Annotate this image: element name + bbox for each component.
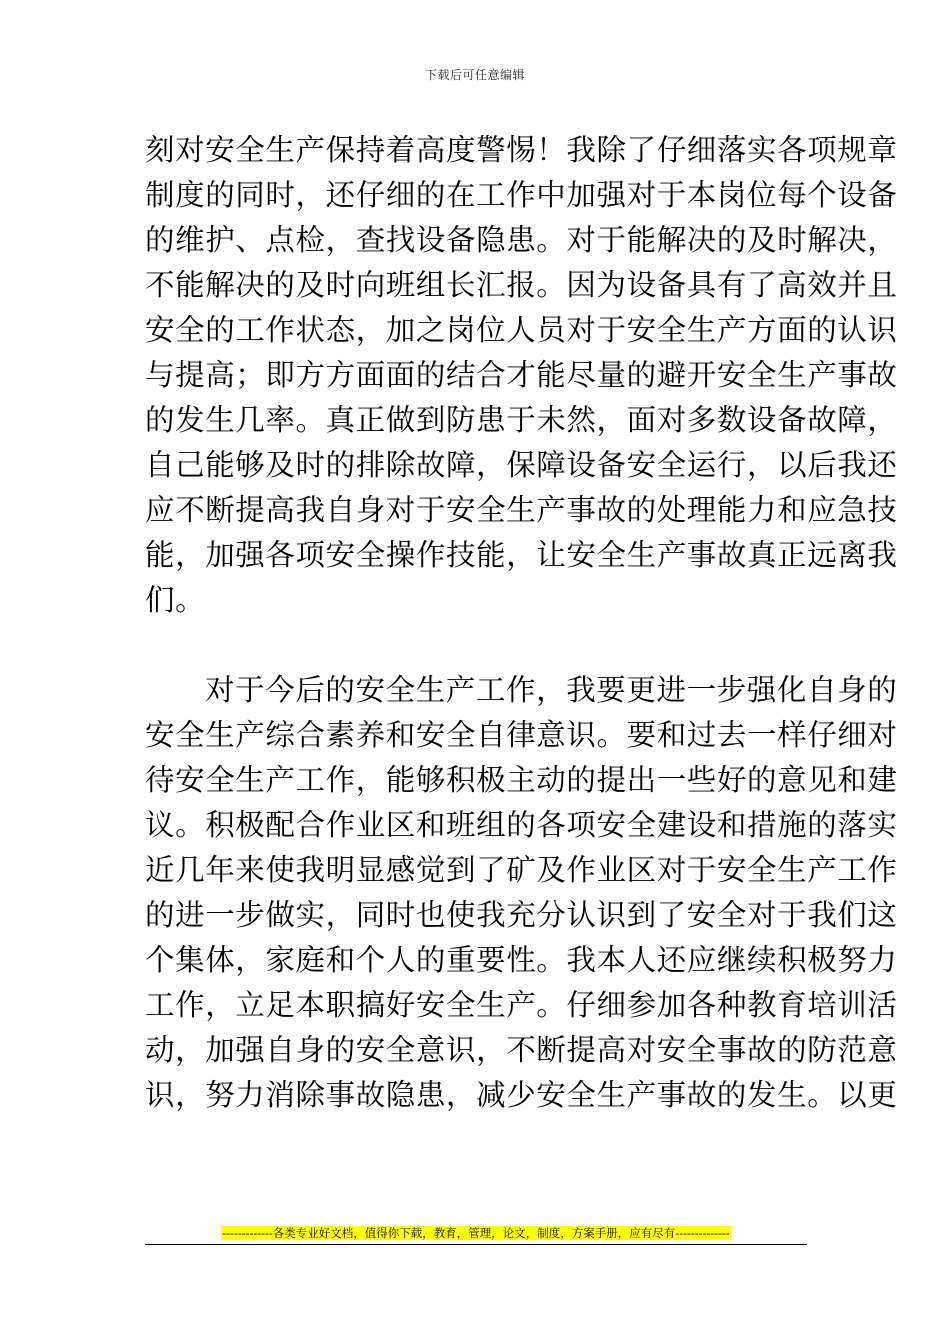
paragraph-2	[145, 668, 898, 1118]
text-line: 识，努力消除事故隐患，减少安全生产事故的发生。以更	[145, 1078, 898, 1112]
page-header: 下载后可任意编辑	[424, 68, 525, 82]
text-line: 安全的工作状态，加之岗位人员对于安全生产方面的认识	[145, 313, 898, 347]
paragraph-1	[145, 128, 898, 623]
footer-divider	[145, 1244, 807, 1245]
text-line: 近几年来使我明显感觉到了矿及作业区对于安全生产工作	[145, 853, 898, 887]
footer-banner: -------------各类专业好文档，值得你下载，教育，管理，论文，制度，方案手册，应有尽有--------------	[222, 1226, 730, 1240]
text-line: 的发生几率。真正做到防患于未然，面对多数设备故障，	[145, 403, 898, 437]
document-body	[145, 128, 898, 1118]
paragraph-spacer	[145, 623, 810, 668]
page-footer	[145, 1225, 807, 1241]
text-line: 待安全生产工作，能够积极主动的提出一些好的意见和建	[145, 763, 898, 797]
text-line: 的进一步做实，同时也使我充分认识到了安全对于我们这	[145, 898, 898, 932]
text-line: 制度的同时，还仔细的在工作中加强对于本岗位每个设备	[145, 178, 898, 212]
text-line: 与提高；即方方面面的结合才能尽量的避开安全生产事故	[145, 358, 898, 392]
text-line: 对于今后的安全生产工作，我要更进一步强化自身的	[205, 673, 898, 707]
text-line: 的维护、点检，查找设备隐患。对于能解决的及时解决，	[145, 223, 898, 257]
text-line: 个集体，家庭和个人的重要性。我本人还应继续积极努力	[145, 943, 898, 977]
text-line: 能，加强各项安全操作技能，让安全生产事故真正远离我	[145, 538, 898, 572]
text-line: 议。积极配合作业区和班组的各项安全建设和措施的落实	[145, 808, 898, 842]
text-line: 刻对安全生产保持着高度警惕！我除了仔细落实各项规章	[145, 133, 898, 167]
text-line: 工作，立足本职搞好安全生产。仔细参加各种教育培训活	[145, 988, 898, 1022]
text-line: 不能解决的及时向班组长汇报。因为设备具有了高效并且	[145, 268, 898, 302]
text-line: 安全生产综合素养和安全自律意识。要和过去一样仔细对	[145, 718, 898, 752]
text-line: 们。	[145, 583, 206, 617]
text-line: 动，加强自身的安全意识，不断提高对安全事故的防范意	[145, 1033, 898, 1067]
text-line: 自己能够及时的排除故障，保障设备安全运行，以后我还	[145, 448, 898, 482]
text-line: 应不断提高我自身对于安全生产事故的处理能力和应急技	[145, 493, 898, 527]
